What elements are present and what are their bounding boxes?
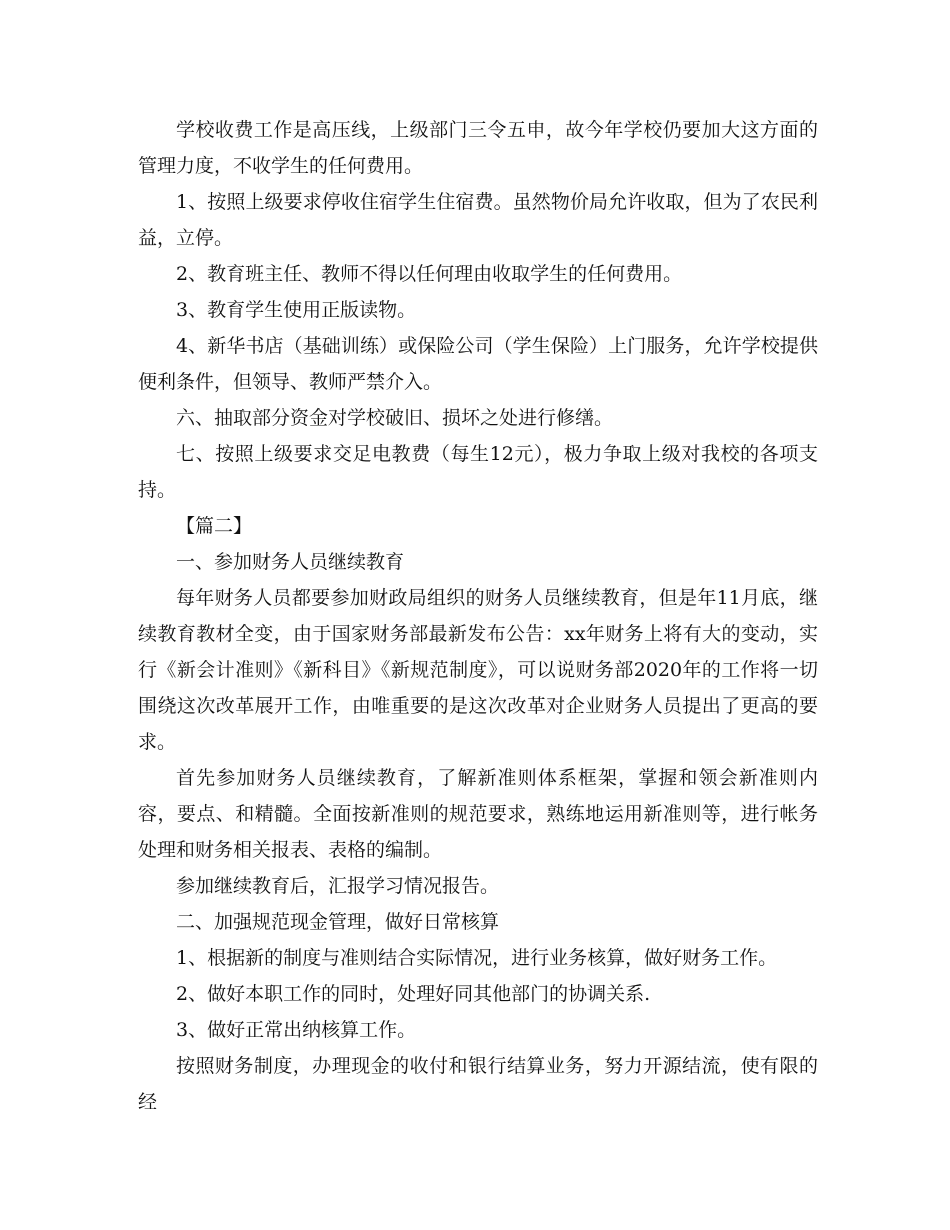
paragraph-item-4-bookstore: 4、新华书店（基础训练）或保险公司（学生保险）上门服务，允许学校提供便利条件，但领导、教师严禁介入。 <box>138 335 818 393</box>
document-body <box>138 112 818 1120</box>
paragraph-cash-item-3: 3、做好正常出纳核算工作。 <box>176 1019 417 1041</box>
paragraph-item-seven-fees: 七、按照上级要求交足电教费（每生12元），极力争取上级对我校的各项支持。 <box>138 443 818 501</box>
paragraph-education-reform: 每年财务人员都要参加财政局组织的财务人员继续教育，但是年11月底，继续教育教材全变，由于国家财务部最新发布公告：xx年财务上将有大的变动，实行《新会计准则》《新科目》《新规范制度》，可以说财务部2020年的工作将一切围绕这次改革展开工作，由唯重要的是这次改革对企业财务人员提出了更高的要求。 <box>138 587 818 753</box>
paragraph-item-2-teachers: 2、教育班主任、教师不得以任何理由收取学生的任何费用。 <box>176 263 683 285</box>
paragraph-item-six-repairs: 六、抽取部分资金对学校破旧、损坏之处进行修缮。 <box>176 407 614 429</box>
paragraph-item-3-books: 3、教育学生使用正版读物。 <box>176 299 417 321</box>
paragraph-report: 参加继续教育后，汇报学习情况报告。 <box>176 875 500 897</box>
paragraph-cash-procedure: 按照财务制度，办理现金的收付和银行结算业务，努力开源结流，使有限的经 <box>138 1055 818 1113</box>
subheading-continuing-education: 一、参加财务人员继续教育 <box>176 551 405 573</box>
paragraph-cash-item-2: 2、做好本职工作的同时，处理好同其他部门的协调关系. <box>176 983 651 1005</box>
section-heading-part-two: 【篇二】 <box>176 515 253 537</box>
subheading-cash-management: 二、加强规范现金管理，做好日常核算 <box>176 911 500 933</box>
paragraph-new-standards: 首先参加财务人员继续教育，了解新准则体系框架，掌握和领会新准则内容，要点、和精髓。全面按新准则的规范要求，熟练地运用新准则等，进行帐务处理和财务相关报表、表格的编制。 <box>138 767 818 861</box>
paragraph-fee-policy: 学校收费工作是高压线，上级部门三令五申，故今年学校仍要加大这方面的管理力度，不收学生的任何费用。 <box>138 119 818 177</box>
paragraph-item-1-dorm-fee: 1、按照上级要求停收住宿学生住宿费。虽然物价局允许收取，但为了农民利益，立停。 <box>138 191 818 249</box>
paragraph-cash-item-1: 1、根据新的制度与准则结合实际情况，进行业务核算，做好财务工作。 <box>176 947 778 969</box>
